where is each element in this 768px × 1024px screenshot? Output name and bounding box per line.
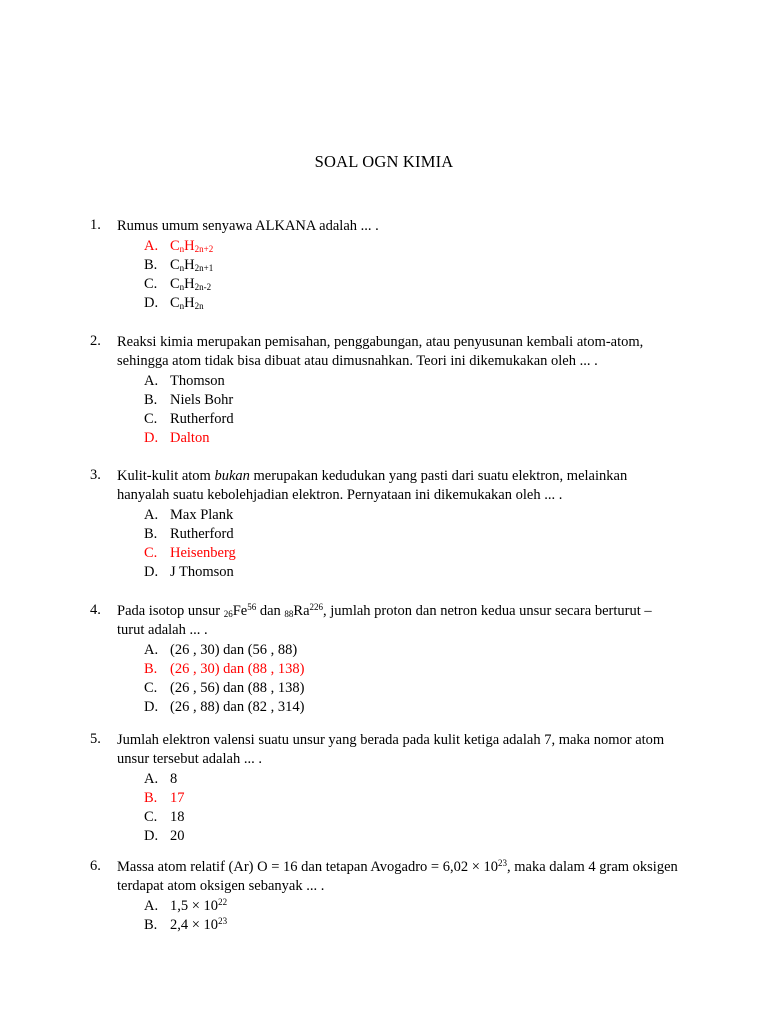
- question-2: [90, 333, 680, 448]
- option-b: B. $C_nH_{2n+1}$: [144, 257, 214, 273]
- question-text: Rumus umum senyawa ALKANA adalah ... .: [117, 218, 379, 234]
- question-3: [90, 467, 680, 582]
- option-b: B. Niels Bohr: [144, 392, 234, 408]
- option-list: [144, 372, 680, 448]
- option-d: D. (26 , 88) dan (82 , 314): [144, 699, 305, 715]
- option-a: A. Thomson: [144, 373, 225, 389]
- question-number: 4.: [90, 602, 101, 618]
- option-d: D. Dalton: [144, 430, 210, 446]
- question-number: 6.: [90, 858, 101, 874]
- option-b: B. (26 , 30) dan (88 , 138): [144, 661, 305, 677]
- option-b: B. 17: [144, 790, 185, 806]
- option-d: D. 20: [144, 828, 185, 844]
- option-c: C. (26 , 56) dan (88 , 138): [144, 680, 305, 696]
- option-d: D. $C_nH_{2n}$: [144, 295, 204, 311]
- option-list: [144, 506, 680, 582]
- question-text: Reaksi kimia merupakan pemisahan, penggabungan, atau penyusunan kembali atom-atom, sehingga atom tidak bisa dibuat atau dimusnahkan. Teori ini dikemukakan oleh ... .: [117, 334, 644, 369]
- question-number: 2.: [90, 333, 101, 349]
- question-text: Kulit-kulit atom bukan merupakan kedudukan yang pasti dari suatu elektron, melainkan hanyalah suatu kebolehjadian elektron. Pernyataan ini dikemukakan oleh ... .: [117, 468, 628, 503]
- question-text: Pada isotop unsur $_{26}Fe^{56}$ dan $_{88}Ra^{226}$, jumlah proton dan netron kedua unsur secara berturut – turut adalah ... .: [117, 602, 652, 638]
- question-5: [90, 731, 680, 846]
- option-b: B. Rutherford: [144, 526, 234, 542]
- option-a: A. (26 , 30) dan (56 , 88): [144, 642, 298, 658]
- option-list: [144, 641, 680, 717]
- option-c: C. Heisenberg: [144, 545, 236, 561]
- question-1: [90, 217, 680, 313]
- question-text: Jumlah elektron valensi suatu unsur yang berada pada kulit ketiga adalah 7, maka nomor atom unsur tersebut adalah ... .: [117, 732, 665, 767]
- option-a: A. $C_nH_{2n+2}$: [144, 238, 214, 254]
- option-a: A. Max Plank: [144, 507, 234, 523]
- option-d: D. J Thomson: [144, 564, 234, 580]
- option-list: [144, 770, 680, 846]
- question-number: 5.: [90, 731, 101, 747]
- option-list: [144, 237, 680, 313]
- option-b: B. $2,4 \times 10^{23}$: [144, 916, 228, 933]
- question-4: [90, 602, 680, 717]
- page-title: SOAL OGN KIMIA: [314, 152, 454, 171]
- option-list: [144, 897, 680, 935]
- question-6: [90, 858, 680, 935]
- option-a: A. $1,5 \times 10^{22}$: [144, 897, 228, 914]
- question-number: 3.: [90, 467, 101, 483]
- option-c: C. Rutherford: [144, 411, 234, 427]
- question-number: 1.: [90, 217, 101, 233]
- option-c: C. $C_nH_{2n-2}$: [144, 276, 212, 292]
- question-text: Massa atom relatif (Ar) O = 16 dan tetapan Avogadro = $6,02 \times 10^{23}$, maka dalam 4 gram oksigen terdapat atom oksigen sebanyak ... .: [117, 858, 678, 894]
- option-a: A. 8: [144, 771, 178, 787]
- option-c: C. 18: [144, 809, 185, 825]
